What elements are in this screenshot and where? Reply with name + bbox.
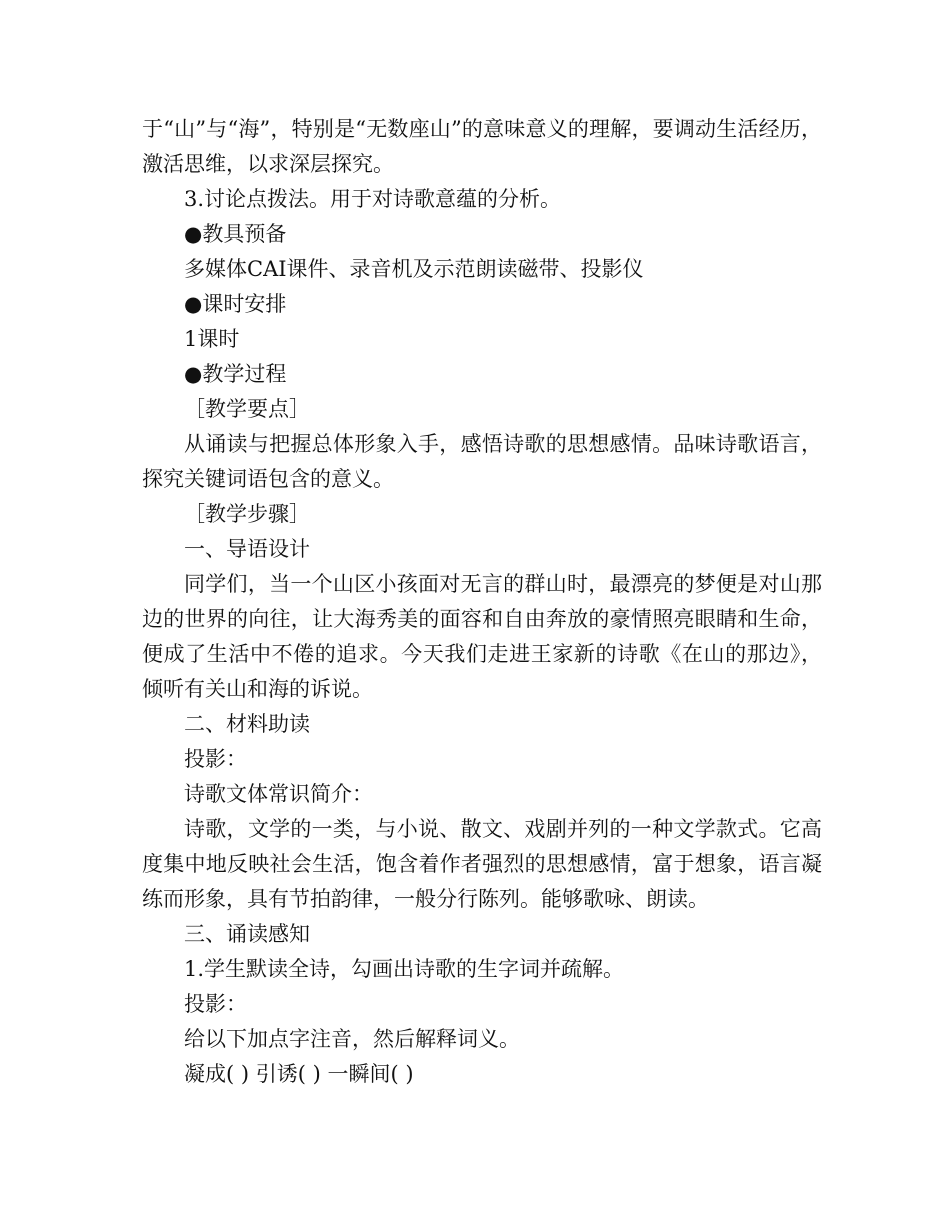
paragraph-2: 3.讨论点拨法。用于对诗歌意蕴的分析。 — [184, 187, 562, 211]
step-heading-1: 一、导语设计 — [184, 537, 310, 561]
paragraph-12: 同学们，当一个山区小孩面对无言的群山时，最漂亮的梦便是对山那边的世界的向往，让大海秀美的面容和自由奔放的豪情照亮眼睛和生命，便成了生活中不倦的追求。今天我们走进王家新的诗歌《在山的那边》，倾听有关山和海的诉说。 — [142, 572, 822, 701]
section-heading-process: ●教学过程 — [184, 362, 287, 386]
paragraph-15: 诗歌文体常识简介： — [184, 782, 373, 806]
paragraph-21: 凝成( ) 引诱( ) 一瞬间( ) — [184, 1062, 414, 1086]
paragraph-9: 从诵读与把握总体形象入手，感悟诗歌的思想感情。品味诗歌语言，探究关键词语包含的意义。 — [142, 432, 822, 491]
subheading-steps: ［教学步骤］ — [184, 502, 310, 526]
section-heading-schedule: ●课时安排 — [184, 292, 287, 316]
document-body — [142, 112, 822, 1092]
paragraph-20: 给以下加点字注音，然后解释词义。 — [184, 1027, 520, 1051]
step-heading-2: 二、材料助读 — [184, 712, 310, 736]
paragraph-19: 投影： — [184, 992, 247, 1016]
step-heading-3: 三、诵读感知 — [184, 922, 310, 946]
subheading-key-points: ［教学要点］ — [184, 397, 310, 421]
paragraph-1: 于“山”与“海”，特别是“无数座山”的意味意义的理解，要调动生活经历，激活思维，以求深层探究。 — [142, 117, 822, 176]
paragraph-6: 1课时 — [184, 327, 240, 351]
paragraph-4: 多媒体CAI课件、录音机及示范朗读磁带、投影仪 — [184, 257, 644, 281]
paragraph-14: 投影： — [184, 747, 247, 771]
paragraph-16: 诗歌，文学的一类，与小说、散文、戏剧并列的一种文学款式。它高度集中地反映社会生活，饱含着作者强烈的思想感情，富于想象，语言凝练而形象，具有节拍韵律，一般分行陈列。能够歌咏、朗读。 — [142, 817, 822, 911]
paragraph-18: 1.学生默读全诗，勾画出诗歌的生字词并疏解。 — [184, 957, 625, 981]
section-heading-teaching-aids: ●教具预备 — [184, 222, 287, 246]
